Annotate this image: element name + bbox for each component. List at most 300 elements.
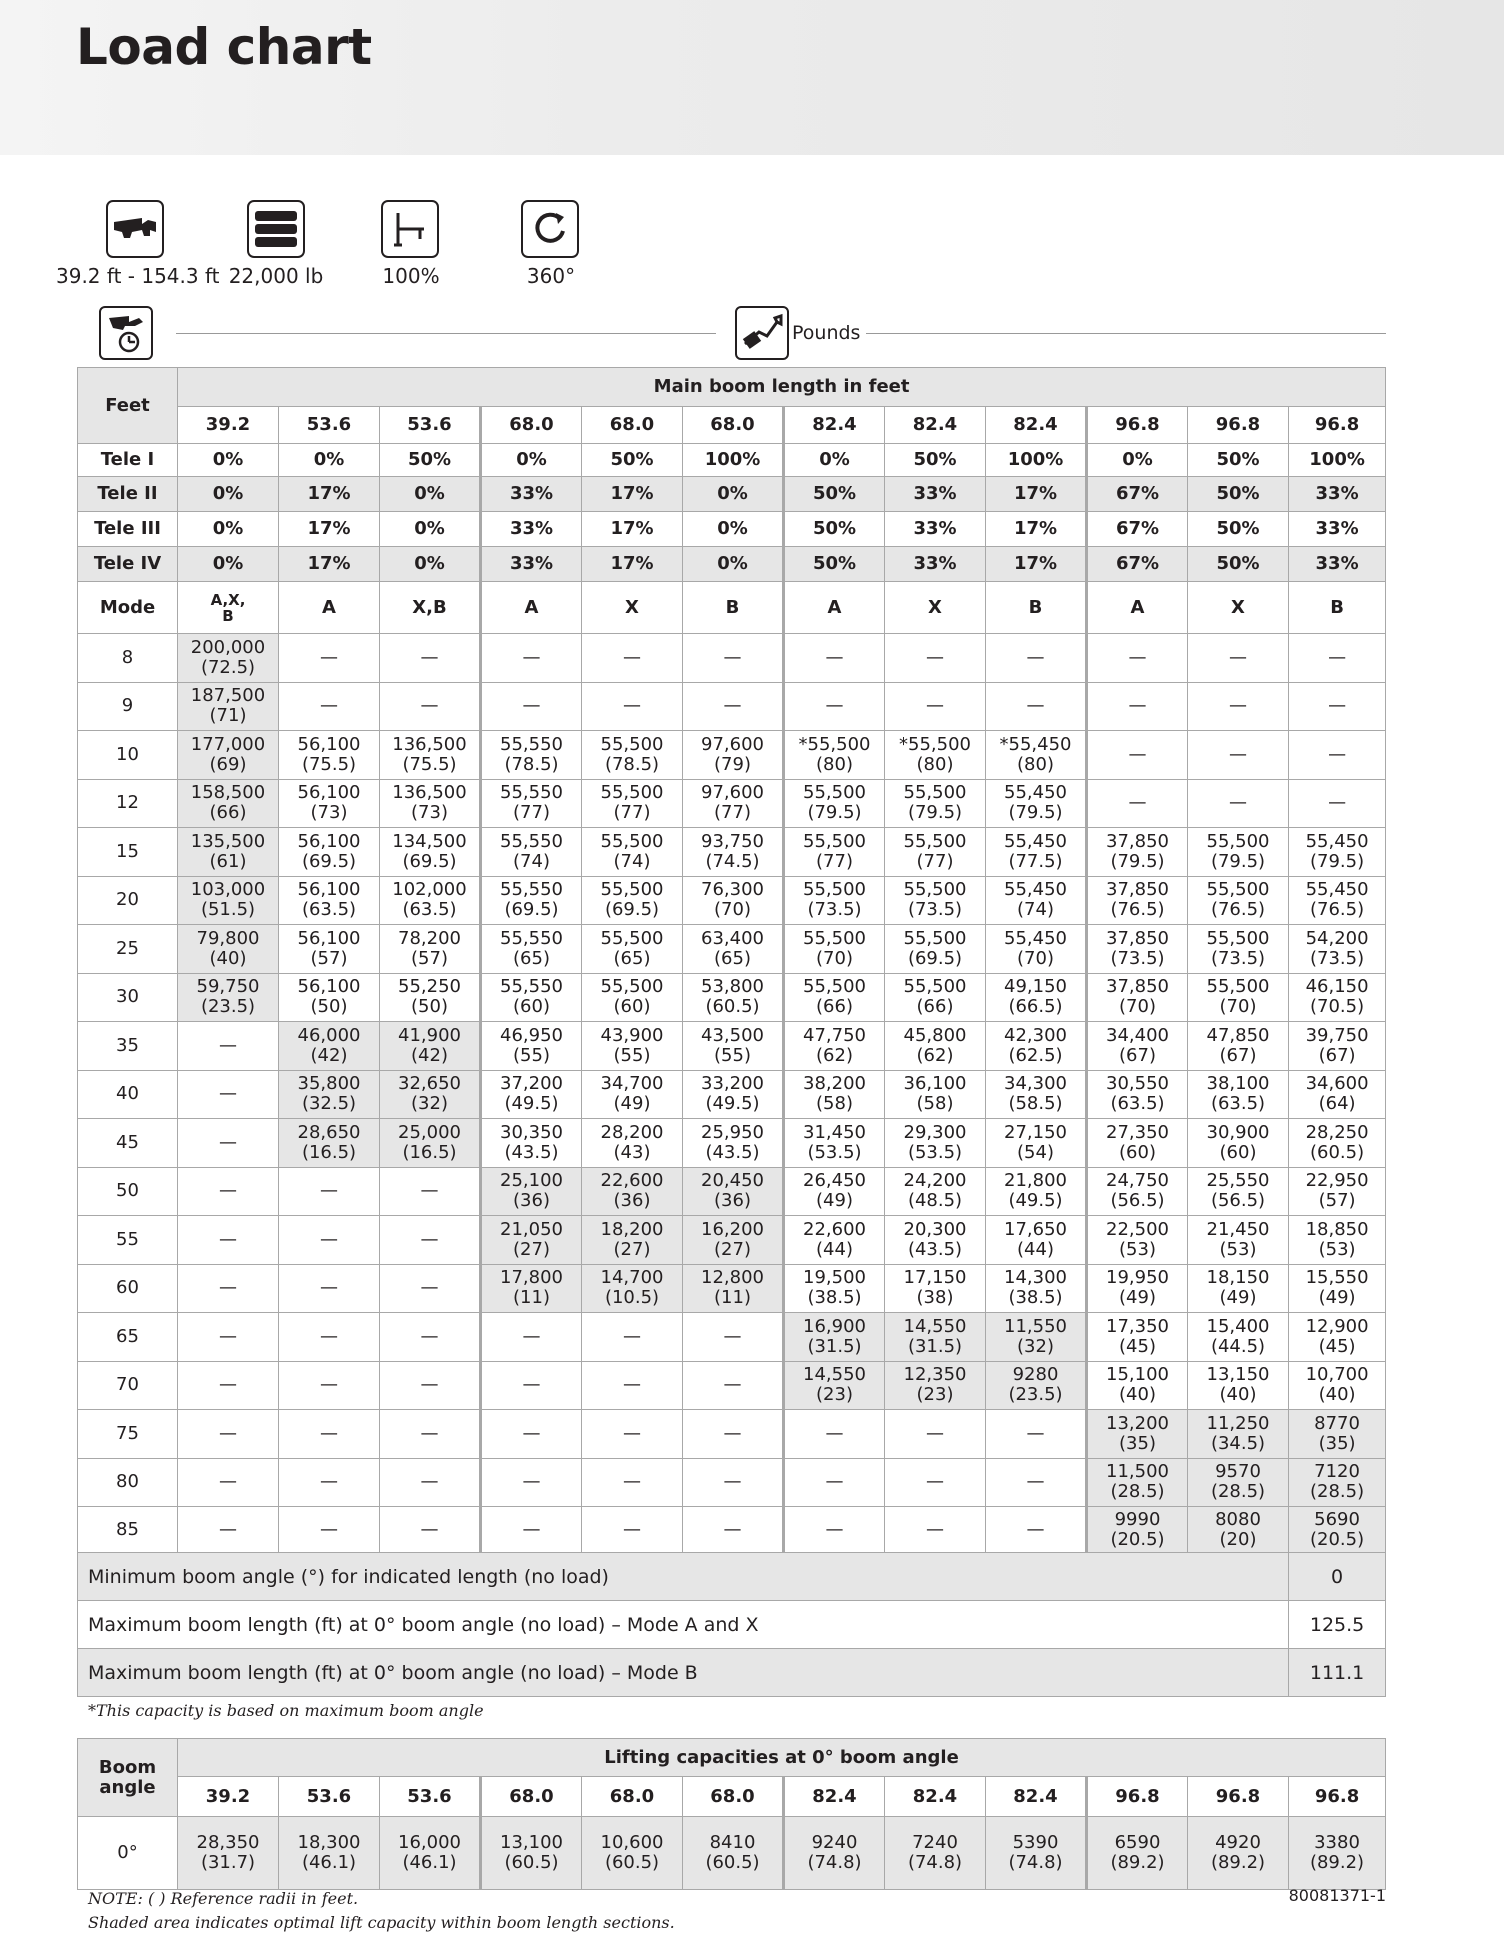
capacity-cell (178, 973, 279, 1022)
boom-angle-value: (62) (816, 1044, 853, 1066)
capacity-value: 24,200 (903, 1170, 967, 1192)
capacity-value: 103,000 (190, 879, 266, 901)
boom-angle-value: (63.5) (1110, 1093, 1165, 1115)
capacity-value: 56,100 (297, 830, 361, 852)
capacity-cell (178, 1119, 279, 1168)
capacity-value: — (723, 695, 742, 717)
mode-value: X,B (380, 582, 481, 634)
capacity-value: 76,300 (701, 879, 764, 901)
boom-angle-value: (73.5) (807, 899, 862, 921)
capacity-value: — (1026, 695, 1045, 717)
tele-value: 33% (481, 512, 582, 547)
boom-angle-value: (62.5) (1008, 1044, 1063, 1066)
boom-angle-value: (74.5) (705, 850, 760, 872)
capacity-cell (885, 1361, 986, 1410)
capacity-value: 30,350 (500, 1121, 563, 1143)
capacity-value: 27,150 (1004, 1121, 1067, 1143)
boom-angle-value: (69.5) (402, 850, 457, 872)
radius-label: 60 (78, 1264, 178, 1313)
capacity-cell (986, 1167, 1087, 1216)
tele-value: 33% (1289, 547, 1386, 582)
boom-angle-value: (55) (613, 1044, 651, 1066)
boom-angle-value: (53) (1219, 1238, 1257, 1260)
boom-angle-value: (67) (1318, 1044, 1356, 1066)
capacity-value: 31,450 (803, 1121, 866, 1143)
spec-counterweight: 22,000 lb (228, 264, 324, 288)
capacity-cell (481, 682, 582, 731)
capacity-cell (683, 1119, 784, 1168)
capacity-cell (380, 779, 481, 828)
capacity-cell (784, 1410, 885, 1459)
capacity-value: 37,850 (1106, 976, 1169, 998)
lift-capacity-value: 5390 (1012, 1832, 1059, 1853)
boom-angle-icon (99, 306, 153, 360)
boom-angle-value: (66) (209, 802, 247, 824)
capacity-cell (380, 1167, 481, 1216)
boom-angle-value: (55) (714, 1044, 751, 1066)
capacity-cell (1289, 973, 1386, 1022)
boom-angle-value: (60) (513, 996, 550, 1018)
capacity-cell (481, 1216, 582, 1265)
tele-row (78, 477, 1386, 512)
capacity-value: 37,850 (1106, 830, 1169, 852)
radius-label: 55 (78, 1216, 178, 1265)
boom-length-header: 39.2 (178, 407, 279, 444)
capacity-value: 56,100 (297, 927, 361, 949)
lift-group-header: Lifting capacities at 0° boom angle (178, 1739, 1386, 1777)
capacity-value: — (825, 1471, 844, 1493)
lift-radius-value: (60.5) (705, 1852, 760, 1873)
capacity-cell (1289, 779, 1386, 828)
capacity-cell (784, 634, 885, 683)
tele-value: 67% (1087, 512, 1188, 547)
boom-angle-value: (38.5) (807, 1287, 862, 1309)
capacity-cell (279, 731, 380, 780)
boom-angle-value: (40) (1119, 1384, 1156, 1406)
capacity-value: 42,300 (1004, 1024, 1067, 1046)
boom-angle-value: (45) (1318, 1335, 1356, 1357)
capacity-value: 97,600 (701, 733, 764, 755)
capacity-cell (986, 779, 1087, 828)
boom-angle-value: (73) (310, 802, 348, 824)
capacity-value: 55,450 (1305, 830, 1369, 852)
boom-angle-value: (69.5) (604, 899, 660, 921)
capacity-cell (1188, 634, 1289, 683)
boom-angle-value: (73) (411, 802, 448, 824)
capacity-value: 56,100 (297, 733, 361, 755)
tele-value: 17% (986, 512, 1087, 547)
capacity-value: — (623, 1518, 641, 1540)
boom-angle-value: (62) (916, 1044, 954, 1066)
capacity-value: 55,500 (1206, 879, 1270, 901)
tele-value: 17% (279, 477, 380, 512)
capacity-value: 135,500 (190, 830, 266, 852)
tele-label: Tele I (78, 444, 178, 477)
boom-angle-value: (73.5) (1210, 947, 1266, 969)
capacity-value: — (1328, 695, 1347, 717)
mode-value: A (784, 582, 885, 634)
boom-angle-value: (63.5) (402, 899, 457, 921)
capacity-cell (784, 1507, 885, 1553)
capacity-value: 15,550 (1305, 1267, 1369, 1289)
tele-value: 100% (1289, 444, 1386, 477)
radius-label: 10 (78, 731, 178, 780)
units-label: Pounds (792, 322, 861, 344)
capacity-value: — (1128, 695, 1147, 717)
capacity-value: — (1328, 792, 1347, 814)
lift-capacity-cell (582, 1817, 683, 1890)
boom-angle-value: (23) (916, 1384, 954, 1406)
capacity-value: — (420, 1277, 439, 1299)
capacity-cell (582, 1167, 683, 1216)
boom-angle-value: (79.5) (907, 802, 963, 824)
boom-angle-value: (10.5) (604, 1287, 660, 1309)
capacity-value: 20,300 (903, 1218, 967, 1240)
capacity-cell (1087, 925, 1188, 974)
capacity-value: — (1128, 646, 1147, 668)
capacity-value: — (219, 1180, 237, 1202)
boom-angle-value: (77.5) (1008, 850, 1063, 872)
capacity-cell (279, 1264, 380, 1313)
capacity-cell (582, 1458, 683, 1507)
capacity-value: 63,400 (701, 927, 764, 949)
capacity-value: — (926, 1471, 944, 1493)
capacity-value: 9990 (1114, 1508, 1161, 1530)
capacity-value: — (420, 1374, 439, 1396)
mode-label: Mode (78, 582, 178, 634)
capacity-value: 55,500 (1206, 927, 1270, 949)
boom-angle-value: (76.5) (1110, 899, 1165, 921)
capacity-cell (582, 1313, 683, 1362)
lift-capacity-value: 9240 (811, 1832, 858, 1853)
spec-rotation: 360° (526, 264, 576, 288)
capacity-value: — (420, 1180, 439, 1202)
boom-length-header: 82.4 (986, 407, 1087, 444)
capacity-cell (1087, 1410, 1188, 1459)
tele-value: 50% (1188, 547, 1289, 582)
boom-angle-value: (57) (411, 947, 448, 969)
corner-label: Feet (78, 368, 178, 444)
capacity-value: — (1026, 1471, 1045, 1493)
capacity-value: 27,350 (1106, 1121, 1169, 1143)
boom-angle-value: (79.5) (1110, 850, 1165, 872)
boom-length-icon (106, 200, 164, 258)
tele-value: 0% (1087, 444, 1188, 477)
boom-angle-value: (36) (613, 1190, 651, 1212)
lift-boom-length-header: 53.6 (380, 1777, 481, 1817)
boom-angle-value: (74) (613, 850, 651, 872)
capacity-value: 55,550 (500, 830, 563, 852)
capacity-cell (683, 1070, 784, 1119)
capacity-cell (1087, 1216, 1188, 1265)
lift-boom-length-header: 96.8 (1087, 1777, 1188, 1817)
capacity-value: — (723, 1471, 742, 1493)
radius-row (78, 1216, 1386, 1265)
capacity-cell (885, 876, 986, 925)
capacity-cell (784, 1070, 885, 1119)
capacity-value: 37,850 (1106, 927, 1169, 949)
radius-row (78, 1507, 1386, 1553)
boom-angle-value: (44) (1017, 1238, 1054, 1260)
load-chart-table (77, 367, 1386, 1697)
mode-value: A,X, B (178, 582, 279, 634)
lift-capacity-value: 6590 (1114, 1832, 1161, 1853)
boom-angle-value: (77) (714, 802, 751, 824)
capacity-value: 9280 (1012, 1364, 1059, 1386)
capacity-cell (1188, 1216, 1289, 1265)
boom-angle-value: (67) (1219, 1044, 1257, 1066)
capacity-value: 38,100 (1206, 1073, 1270, 1095)
tele-value: 0% (178, 477, 279, 512)
tele-value: 17% (986, 547, 1087, 582)
capacity-cell (1087, 1507, 1188, 1553)
capacity-cell (582, 1264, 683, 1313)
capacity-cell (279, 779, 380, 828)
boom-angle-value: (49) (613, 1093, 651, 1115)
capacity-cell (1289, 1361, 1386, 1410)
capacity-value: 56,100 (297, 879, 361, 901)
lift-capacity-cell (683, 1817, 784, 1890)
capacity-value: 21,450 (1206, 1218, 1270, 1240)
lift-capacity-cell (986, 1817, 1087, 1890)
capacity-value: 28,650 (297, 1121, 361, 1143)
mode-value: B (1289, 582, 1386, 634)
capacity-value: — (825, 1422, 844, 1444)
capacity-cell (1188, 925, 1289, 974)
capacity-value: 187,500 (190, 685, 266, 707)
capacity-cell (1188, 1167, 1289, 1216)
capacity-cell (885, 1458, 986, 1507)
capacity-cell (279, 682, 380, 731)
capacity-value: — (825, 1518, 844, 1540)
capacity-cell (1289, 1264, 1386, 1313)
capacity-value: 17,650 (1004, 1218, 1067, 1240)
boom-angle-value: (43.5) (705, 1141, 760, 1163)
capacity-cell (683, 1313, 784, 1362)
boom-angle-value: (76.5) (1210, 899, 1266, 921)
capacity-cell (885, 973, 986, 1022)
capacity-value: 79,800 (196, 927, 260, 949)
tele-value: 0% (683, 477, 784, 512)
capacity-cell (1289, 828, 1386, 877)
radius-label: 50 (78, 1167, 178, 1216)
capacity-value: — (1229, 646, 1247, 668)
capacity-value: 20,450 (701, 1170, 764, 1192)
mode-value: B (683, 582, 784, 634)
capacity-value: — (420, 1471, 439, 1493)
capacity-value: 34,400 (1106, 1024, 1169, 1046)
tele-value: 33% (481, 547, 582, 582)
capacity-value: 55,450 (1004, 782, 1067, 804)
capacity-cell (582, 1022, 683, 1071)
boom-length-header: 53.6 (380, 407, 481, 444)
capacity-value: 11,250 (1206, 1412, 1270, 1434)
capacity-cell (380, 731, 481, 780)
radius-row (78, 1361, 1386, 1410)
capacity-cell (784, 731, 885, 780)
tele-value: 50% (380, 444, 481, 477)
capacity-cell (582, 779, 683, 828)
tele-label: Tele IV (78, 547, 178, 582)
boom-angle-value: (27) (714, 1238, 751, 1260)
capacity-value: — (522, 1422, 541, 1444)
capacity-value: — (723, 1518, 742, 1540)
capacity-cell (885, 1070, 986, 1119)
boom-angle-value: (34.5) (1210, 1432, 1266, 1454)
capacity-value: — (320, 1228, 338, 1250)
capacity-value: 46,150 (1305, 976, 1369, 998)
capacity-value: — (219, 1034, 237, 1056)
boom-angle-value: (40) (1219, 1384, 1257, 1406)
capacity-value: 28,200 (600, 1121, 664, 1143)
capacity-cell (1188, 1361, 1289, 1410)
capacity-cell (1289, 876, 1386, 925)
boom-length-header: 68.0 (481, 407, 582, 444)
capacity-cell (1188, 779, 1289, 828)
boom-angle-value: (32) (1017, 1335, 1054, 1357)
radius-label: 8 (78, 634, 178, 683)
lift-radius-value: (74.8) (1008, 1852, 1063, 1873)
lift-boom-length-header: 68.0 (481, 1777, 582, 1817)
lift-capacity-value: 4920 (1215, 1832, 1261, 1853)
capacity-value: — (1229, 695, 1247, 717)
capacity-cell (1289, 1216, 1386, 1265)
boom-angle-value: (71) (209, 705, 247, 727)
capacity-value: — (1328, 743, 1347, 765)
boom-angle-value: (73.5) (1110, 947, 1165, 969)
capacity-cell (986, 1216, 1087, 1265)
capacity-value: 35,800 (297, 1073, 361, 1095)
capacity-value: — (723, 646, 742, 668)
boom-angle-value: (20.5) (1110, 1528, 1165, 1550)
capacity-cell (1188, 1458, 1289, 1507)
capacity-value: 30,550 (1106, 1073, 1169, 1095)
boom-angle-value: (35) (1119, 1432, 1156, 1454)
boom-angle-value: (44) (816, 1238, 853, 1260)
capacity-value: 55,500 (600, 733, 664, 755)
capacity-value: — (219, 1471, 237, 1493)
capacity-cell (885, 1216, 986, 1265)
capacity-value: 8770 (1314, 1412, 1360, 1434)
capacity-value: — (219, 1374, 237, 1396)
lift-capacity-table (77, 1738, 1386, 1890)
radius-label: 80 (78, 1458, 178, 1507)
capacity-value: — (1026, 646, 1045, 668)
lift-radius-value: (46.1) (301, 1852, 357, 1873)
capacity-value: — (926, 646, 944, 668)
capacity-value: 38,200 (803, 1073, 866, 1095)
capacity-cell (380, 634, 481, 683)
tele-value: 0% (683, 547, 784, 582)
capacity-value: 136,500 (392, 733, 467, 755)
boom-angle-value: (11) (714, 1287, 751, 1309)
capacity-value: 17,800 (500, 1267, 563, 1289)
capacity-value: 55,500 (903, 782, 967, 804)
tele-value: 0% (380, 477, 481, 512)
capacity-cell (683, 1361, 784, 1410)
capacity-value: — (623, 695, 641, 717)
boom-angle-value: (66.5) (1008, 996, 1063, 1018)
tele-value: 17% (986, 477, 1087, 512)
capacity-cell (784, 1167, 885, 1216)
capacity-cell (1188, 828, 1289, 877)
capacity-cell (885, 1119, 986, 1168)
load-lift-icon (735, 306, 789, 360)
boom-angle-value: (65) (714, 947, 751, 969)
boom-angle-value: (38.5) (1008, 1287, 1063, 1309)
lift-capacity-cell (178, 1817, 279, 1890)
capacity-value: 56,100 (297, 782, 361, 804)
lift-capacity-value: 28,350 (196, 1832, 260, 1853)
capacity-cell (279, 1070, 380, 1119)
radius-label: 25 (78, 925, 178, 974)
capacity-cell (885, 925, 986, 974)
capacity-cell (279, 1458, 380, 1507)
boom-angle-value: (27) (513, 1238, 550, 1260)
radius-row (78, 1313, 1386, 1362)
boom-angle-value: (73.5) (1310, 947, 1365, 969)
boom-angle-value: (70.5) (1310, 996, 1365, 1018)
capacity-cell (986, 925, 1087, 974)
radius-label: 15 (78, 828, 178, 877)
capacity-value: — (1026, 1422, 1045, 1444)
capacity-value: — (1229, 743, 1247, 765)
boom-length-header: 96.8 (1087, 407, 1188, 444)
radius-label: 35 (78, 1022, 178, 1071)
mode-value: A (279, 582, 380, 634)
capacity-cell (481, 1313, 582, 1362)
capacity-value: — (420, 1325, 439, 1347)
capacity-cell (1289, 634, 1386, 683)
capacity-value: — (219, 1228, 237, 1250)
capacity-cell (986, 682, 1087, 731)
capacity-value: 37,850 (1106, 879, 1169, 901)
capacity-cell (481, 876, 582, 925)
capacity-value: 55,250 (398, 976, 461, 998)
mode-value: B (986, 582, 1087, 634)
capacity-cell (178, 1022, 279, 1071)
capacity-value: *55,500 (798, 733, 871, 755)
capacity-cell (885, 682, 986, 731)
capacity-value: — (1128, 743, 1147, 765)
boom-angle-value: (49) (1219, 1287, 1257, 1309)
capacity-value: 33,200 (701, 1073, 764, 1095)
capacity-cell (885, 1507, 986, 1553)
boom-length-header: 53.6 (279, 407, 380, 444)
capacity-value: 22,600 (803, 1218, 866, 1240)
capacity-cell (1087, 876, 1188, 925)
capacity-cell (380, 1410, 481, 1459)
boom-angle-value: (50) (411, 996, 448, 1018)
capacity-value: 53,800 (701, 976, 764, 998)
boom-angle-value: (45) (1119, 1335, 1156, 1357)
boom-angle-value: (64) (1318, 1093, 1356, 1115)
capacity-value: 56,100 (297, 976, 361, 998)
capacity-value: — (723, 1325, 742, 1347)
capacity-cell (178, 1410, 279, 1459)
tele-value: 50% (784, 512, 885, 547)
boom-angle-value: (77) (916, 850, 954, 872)
capacity-cell (1188, 1410, 1289, 1459)
radius-row (78, 1410, 1386, 1459)
boom-angle-value: (66) (916, 996, 954, 1018)
tele-value: 0% (178, 444, 279, 477)
outrigger-icon (381, 200, 439, 258)
capacity-value: 55,550 (500, 927, 563, 949)
footer-row (78, 1649, 1386, 1697)
tele-value: 67% (1087, 477, 1188, 512)
lift-radius-value: (60.5) (604, 1852, 660, 1873)
